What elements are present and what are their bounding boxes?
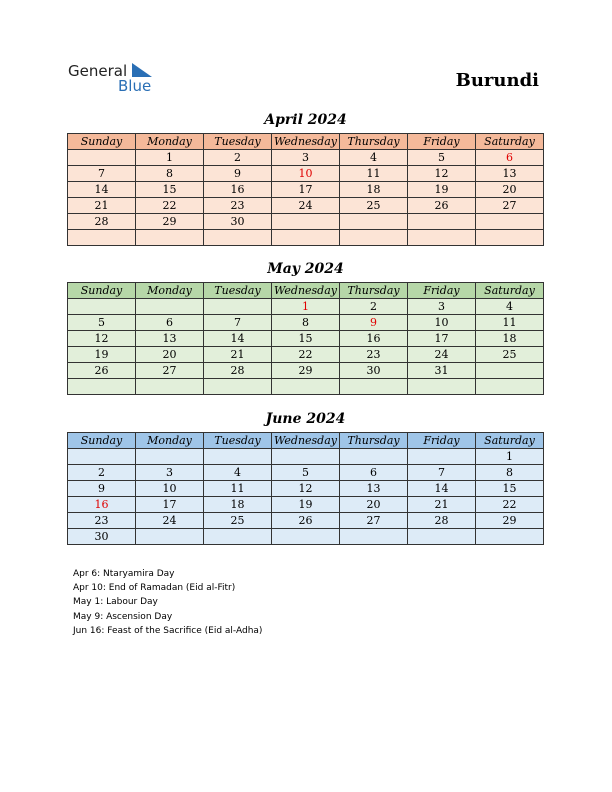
day-cell: 1 bbox=[476, 449, 544, 465]
day-cell: 4 bbox=[204, 465, 272, 481]
empty-day-cell bbox=[476, 379, 544, 395]
week-row bbox=[68, 166, 544, 182]
day-cell: 24 bbox=[408, 347, 476, 363]
day-cell: 20 bbox=[136, 347, 204, 363]
day-cell: 16 bbox=[68, 497, 136, 513]
day-cell: 17 bbox=[272, 182, 340, 198]
calendar-may bbox=[67, 282, 544, 395]
day-cell: 25 bbox=[204, 513, 272, 529]
day-cell: 1 bbox=[272, 299, 340, 315]
holiday-notes bbox=[73, 567, 262, 638]
week-row bbox=[68, 379, 544, 395]
day-cell: 14 bbox=[204, 331, 272, 347]
weekday-header: Monday bbox=[136, 134, 204, 150]
day-cell: 28 bbox=[68, 214, 136, 230]
weekday-header: Sunday bbox=[68, 283, 136, 299]
week-row bbox=[68, 449, 544, 465]
day-cell: 10 bbox=[272, 166, 340, 182]
logo-text-general: General bbox=[68, 62, 128, 80]
week-row bbox=[68, 182, 544, 198]
day-cell: 11 bbox=[204, 481, 272, 497]
day-cell: 14 bbox=[408, 481, 476, 497]
day-cell: 27 bbox=[340, 513, 408, 529]
day-cell: 24 bbox=[272, 198, 340, 214]
empty-day-cell bbox=[136, 379, 204, 395]
holiday-note: Jun 16: Feast of the Sacrifice (Eid al-Adha) bbox=[73, 625, 263, 636]
month-title-april: April 2024 bbox=[264, 112, 347, 128]
day-cell: 21 bbox=[204, 347, 272, 363]
empty-day-cell bbox=[408, 230, 476, 246]
empty-day-cell bbox=[136, 230, 204, 246]
day-cell: 29 bbox=[136, 214, 204, 230]
day-cell: 25 bbox=[340, 198, 408, 214]
day-cell: 10 bbox=[408, 315, 476, 331]
day-cell: 6 bbox=[136, 315, 204, 331]
day-cell: 7 bbox=[204, 315, 272, 331]
weekday-header: Tuesday bbox=[204, 134, 272, 150]
weekday-header: Friday bbox=[408, 283, 476, 299]
empty-day-cell bbox=[272, 214, 340, 230]
empty-day-cell bbox=[340, 529, 408, 545]
day-cell: 5 bbox=[68, 315, 136, 331]
weekday-header: Wednesday bbox=[272, 134, 340, 150]
day-cell: 5 bbox=[272, 465, 340, 481]
empty-day-cell bbox=[272, 529, 340, 545]
day-cell: 22 bbox=[272, 347, 340, 363]
day-cell: 7 bbox=[68, 166, 136, 182]
day-cell: 16 bbox=[204, 182, 272, 198]
empty-day-cell bbox=[68, 230, 136, 246]
day-cell: 3 bbox=[136, 465, 204, 481]
day-cell: 23 bbox=[340, 347, 408, 363]
week-row bbox=[68, 331, 544, 347]
week-row bbox=[68, 150, 544, 166]
empty-day-cell bbox=[408, 529, 476, 545]
empty-day-cell bbox=[204, 529, 272, 545]
month-title-june: June 2024 bbox=[265, 411, 346, 427]
weekday-header: Monday bbox=[136, 433, 204, 449]
empty-day-cell bbox=[136, 449, 204, 465]
day-cell: 29 bbox=[272, 363, 340, 379]
day-cell: 27 bbox=[476, 198, 544, 214]
day-cell: 21 bbox=[68, 198, 136, 214]
weekday-header: Tuesday bbox=[204, 283, 272, 299]
empty-day-cell bbox=[272, 449, 340, 465]
empty-day-cell bbox=[340, 230, 408, 246]
day-cell: 21 bbox=[408, 497, 476, 513]
week-row bbox=[68, 299, 544, 315]
day-cell: 31 bbox=[408, 363, 476, 379]
logo-triangle-icon bbox=[132, 63, 152, 77]
day-cell: 22 bbox=[136, 198, 204, 214]
empty-day-cell bbox=[272, 379, 340, 395]
weekday-header: Wednesday bbox=[272, 433, 340, 449]
day-cell: 15 bbox=[136, 182, 204, 198]
empty-day-cell bbox=[476, 214, 544, 230]
day-cell: 14 bbox=[68, 182, 136, 198]
day-cell: 7 bbox=[408, 465, 476, 481]
day-cell: 4 bbox=[476, 299, 544, 315]
holiday-note: May 1: Labour Day bbox=[73, 597, 158, 608]
empty-day-cell bbox=[340, 214, 408, 230]
empty-day-cell bbox=[68, 299, 136, 315]
weekday-header: Saturday bbox=[476, 283, 544, 299]
week-row bbox=[68, 230, 544, 246]
week-row bbox=[68, 529, 544, 545]
week-row bbox=[68, 481, 544, 497]
weekday-header: Monday bbox=[136, 283, 204, 299]
day-cell: 13 bbox=[476, 166, 544, 182]
day-cell: 19 bbox=[68, 347, 136, 363]
day-cell: 11 bbox=[476, 315, 544, 331]
day-cell: 5 bbox=[408, 150, 476, 166]
empty-day-cell bbox=[68, 379, 136, 395]
day-cell: 4 bbox=[340, 150, 408, 166]
month-title-may: May 2024 bbox=[267, 261, 344, 277]
day-cell: 15 bbox=[476, 481, 544, 497]
week-row bbox=[68, 497, 544, 513]
country-title: Burundi bbox=[455, 70, 539, 91]
weekday-header: Thursday bbox=[340, 433, 408, 449]
week-row bbox=[68, 513, 544, 529]
empty-day-cell bbox=[68, 449, 136, 465]
day-cell: 10 bbox=[136, 481, 204, 497]
day-cell: 16 bbox=[340, 331, 408, 347]
day-cell: 19 bbox=[408, 182, 476, 198]
day-cell: 2 bbox=[340, 299, 408, 315]
day-cell: 13 bbox=[340, 481, 408, 497]
empty-day-cell bbox=[136, 529, 204, 545]
empty-day-cell bbox=[408, 449, 476, 465]
weekday-header-row bbox=[68, 283, 544, 299]
weekday-header: Wednesday bbox=[272, 283, 340, 299]
day-cell: 30 bbox=[340, 363, 408, 379]
day-cell: 8 bbox=[272, 315, 340, 331]
day-cell: 9 bbox=[340, 315, 408, 331]
weekday-header: Saturday bbox=[476, 134, 544, 150]
empty-day-cell bbox=[340, 449, 408, 465]
weekday-header: Sunday bbox=[68, 134, 136, 150]
day-cell: 25 bbox=[476, 347, 544, 363]
day-cell: 6 bbox=[476, 150, 544, 166]
empty-day-cell bbox=[68, 150, 136, 166]
day-cell: 29 bbox=[476, 513, 544, 529]
logo-text-blue: Blue bbox=[118, 77, 152, 95]
generalblue-logo bbox=[68, 60, 163, 96]
day-cell: 27 bbox=[136, 363, 204, 379]
day-cell: 6 bbox=[340, 465, 408, 481]
empty-day-cell bbox=[340, 379, 408, 395]
weekday-header: Saturday bbox=[476, 433, 544, 449]
day-cell: 18 bbox=[476, 331, 544, 347]
day-cell: 12 bbox=[272, 481, 340, 497]
day-cell: 22 bbox=[476, 497, 544, 513]
empty-day-cell bbox=[272, 230, 340, 246]
weekday-header-row bbox=[68, 433, 544, 449]
day-cell: 9 bbox=[204, 166, 272, 182]
empty-day-cell bbox=[476, 230, 544, 246]
empty-day-cell bbox=[204, 230, 272, 246]
holiday-note: Apr 6: Ntaryamira Day bbox=[73, 569, 175, 579]
day-cell: 12 bbox=[408, 166, 476, 182]
empty-day-cell bbox=[476, 363, 544, 379]
day-cell: 3 bbox=[408, 299, 476, 315]
empty-day-cell bbox=[408, 214, 476, 230]
calendar-april bbox=[67, 133, 544, 246]
day-cell: 12 bbox=[68, 331, 136, 347]
day-cell: 18 bbox=[340, 182, 408, 198]
empty-day-cell bbox=[204, 449, 272, 465]
day-cell: 28 bbox=[408, 513, 476, 529]
day-cell: 1 bbox=[136, 150, 204, 166]
empty-day-cell bbox=[408, 379, 476, 395]
day-cell: 23 bbox=[68, 513, 136, 529]
day-cell: 26 bbox=[408, 198, 476, 214]
holiday-note: Apr 10: End of Ramadan (Eid al-Fitr) bbox=[73, 583, 236, 594]
weekday-header: Thursday bbox=[340, 134, 408, 150]
week-row bbox=[68, 465, 544, 481]
day-cell: 28 bbox=[204, 363, 272, 379]
empty-day-cell bbox=[204, 299, 272, 315]
day-cell: 19 bbox=[272, 497, 340, 513]
empty-day-cell bbox=[136, 299, 204, 315]
calendar-june bbox=[67, 432, 544, 545]
day-cell: 8 bbox=[136, 166, 204, 182]
day-cell: 20 bbox=[340, 497, 408, 513]
empty-day-cell bbox=[204, 379, 272, 395]
weekday-header: Tuesday bbox=[204, 433, 272, 449]
week-row bbox=[68, 315, 544, 331]
day-cell: 23 bbox=[204, 198, 272, 214]
day-cell: 18 bbox=[204, 497, 272, 513]
day-cell: 15 bbox=[272, 331, 340, 347]
day-cell: 26 bbox=[68, 363, 136, 379]
weekday-header: Friday bbox=[408, 433, 476, 449]
week-row bbox=[68, 198, 544, 214]
weekday-header: Sunday bbox=[68, 433, 136, 449]
day-cell: 26 bbox=[272, 513, 340, 529]
week-row bbox=[68, 363, 544, 379]
day-cell: 17 bbox=[136, 497, 204, 513]
weekday-header-row bbox=[68, 134, 544, 150]
holiday-note: May 9: Ascension Day bbox=[73, 611, 173, 622]
day-cell: 3 bbox=[272, 150, 340, 166]
day-cell: 30 bbox=[68, 529, 136, 545]
day-cell: 9 bbox=[68, 481, 136, 497]
day-cell: 11 bbox=[340, 166, 408, 182]
day-cell: 8 bbox=[476, 465, 544, 481]
week-row bbox=[68, 214, 544, 230]
day-cell: 30 bbox=[204, 214, 272, 230]
weekday-header: Thursday bbox=[340, 283, 408, 299]
day-cell: 20 bbox=[476, 182, 544, 198]
weekday-header: Friday bbox=[408, 134, 476, 150]
day-cell: 13 bbox=[136, 331, 204, 347]
empty-day-cell bbox=[476, 529, 544, 545]
day-cell: 2 bbox=[204, 150, 272, 166]
week-row bbox=[68, 347, 544, 363]
day-cell: 24 bbox=[136, 513, 204, 529]
day-cell: 17 bbox=[408, 331, 476, 347]
day-cell: 2 bbox=[68, 465, 136, 481]
